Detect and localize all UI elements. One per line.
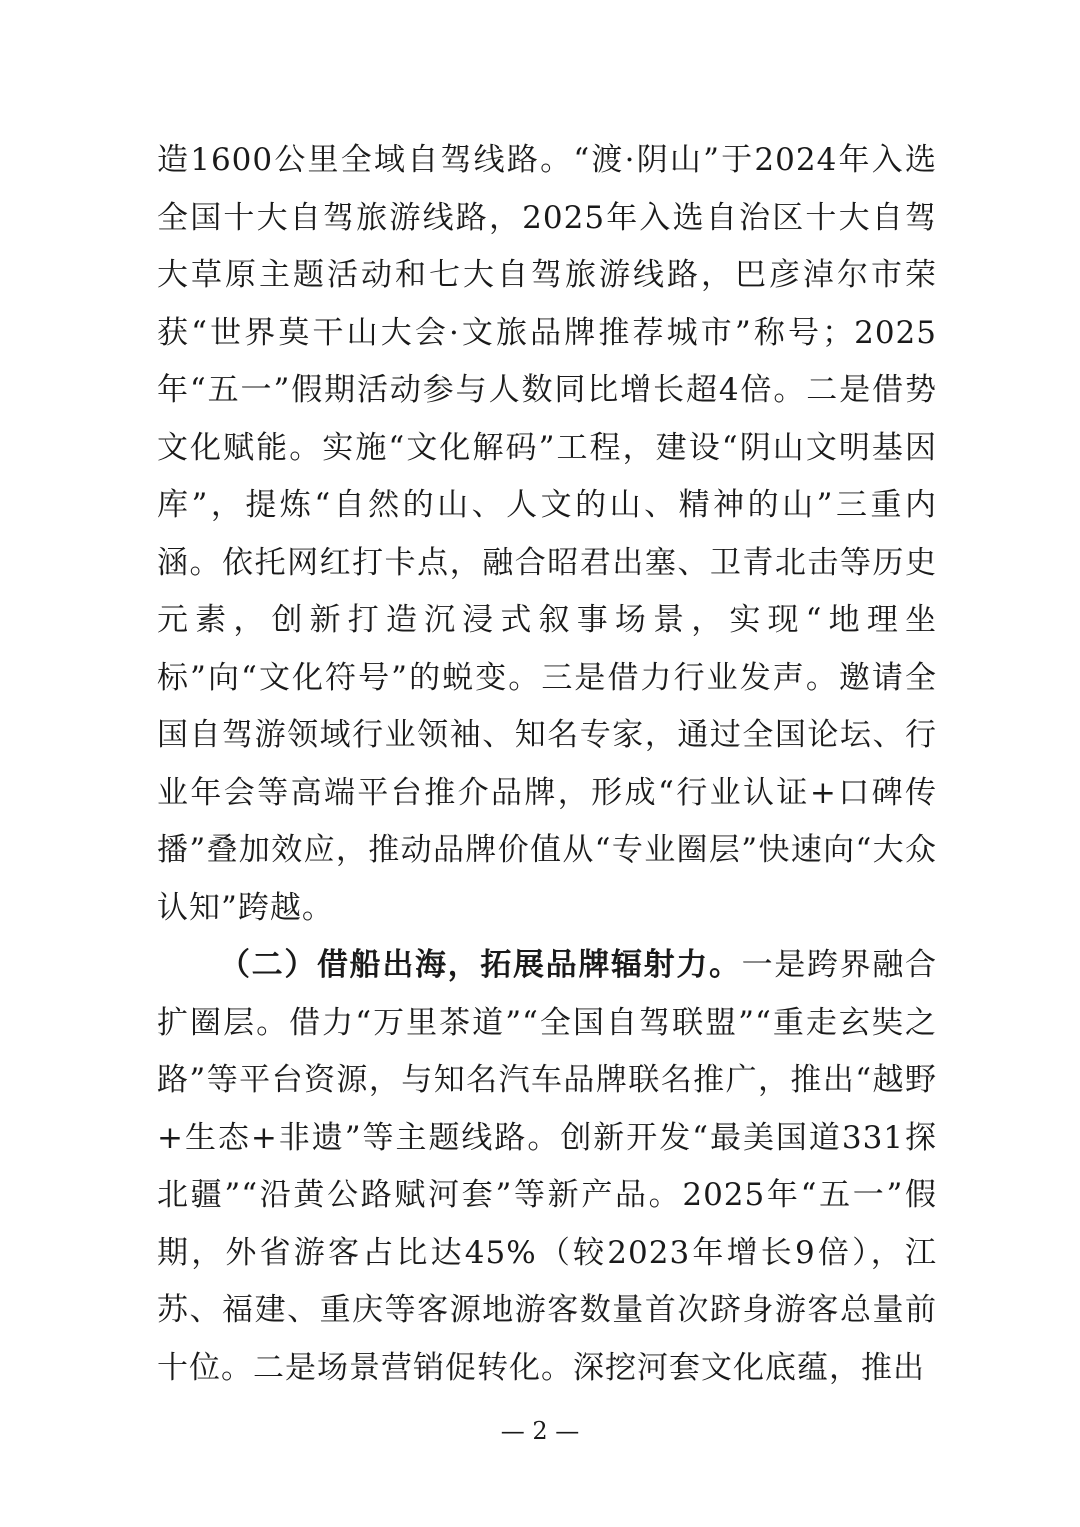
document-body <box>157 132 937 1397</box>
paragraph-continued <box>157 132 937 937</box>
paragraph-text: 一是跨界融合扩圈层。借力“万里茶道”“全国自驾联盟”“重走玄奘之路”等平台资源，与知名汽车品牌联名推广，推出“越野+生态+非遗”等主题线路。创新开发“最美国道331探北疆”“沿黄公路赋河套”等新产品。2025年“五一”假期，外省游客占比达45%（较2023年增长9倍），江苏、福建、重庆等客源地游客数量首次跻身游客总量前十位。二是场景营销促转化。深挖河套文化底蕴，推出 <box>157 947 938 1386</box>
page-number: — 2 — <box>500 1417 580 1445</box>
section-heading: （二）借船出海，拓展品牌辐射力。 <box>219 947 742 983</box>
paragraph-section-2 <box>157 937 937 1397</box>
paragraph-text: 造1600公里全域自驾线路。“渡·阴山”于2024年入选全国十大自驾旅游线路，2025年入选自治区十大自驾大草原主题活动和七大自驾旅游线路，巴彦淖尔市荣获“世界莫干山大会·文旅品牌推荐城市”称号；2025年“五一”假期活动参与人数同比增长超4倍。二是借势文化赋能。实施“文化解码”工程，建设“阴山文明基因库”，提炼“自然的山、人文的山、精神的山”三重内涵。依托网红打卡点，融合昭君出塞、卫青北击等历史元素，创新打造沉浸式叙事场景，实现“地理坐标”向“文化符号”的蜕变。三是借力行业发声。邀请全国自驾游领域行业领袖、知名专家，通过全国论坛、行业年会等高端平台推介品牌，形成“行业认证+口碑传播”叠加效应，推动品牌价值从“专业圈层”快速向“大众认知”跨越。 <box>157 142 937 926</box>
